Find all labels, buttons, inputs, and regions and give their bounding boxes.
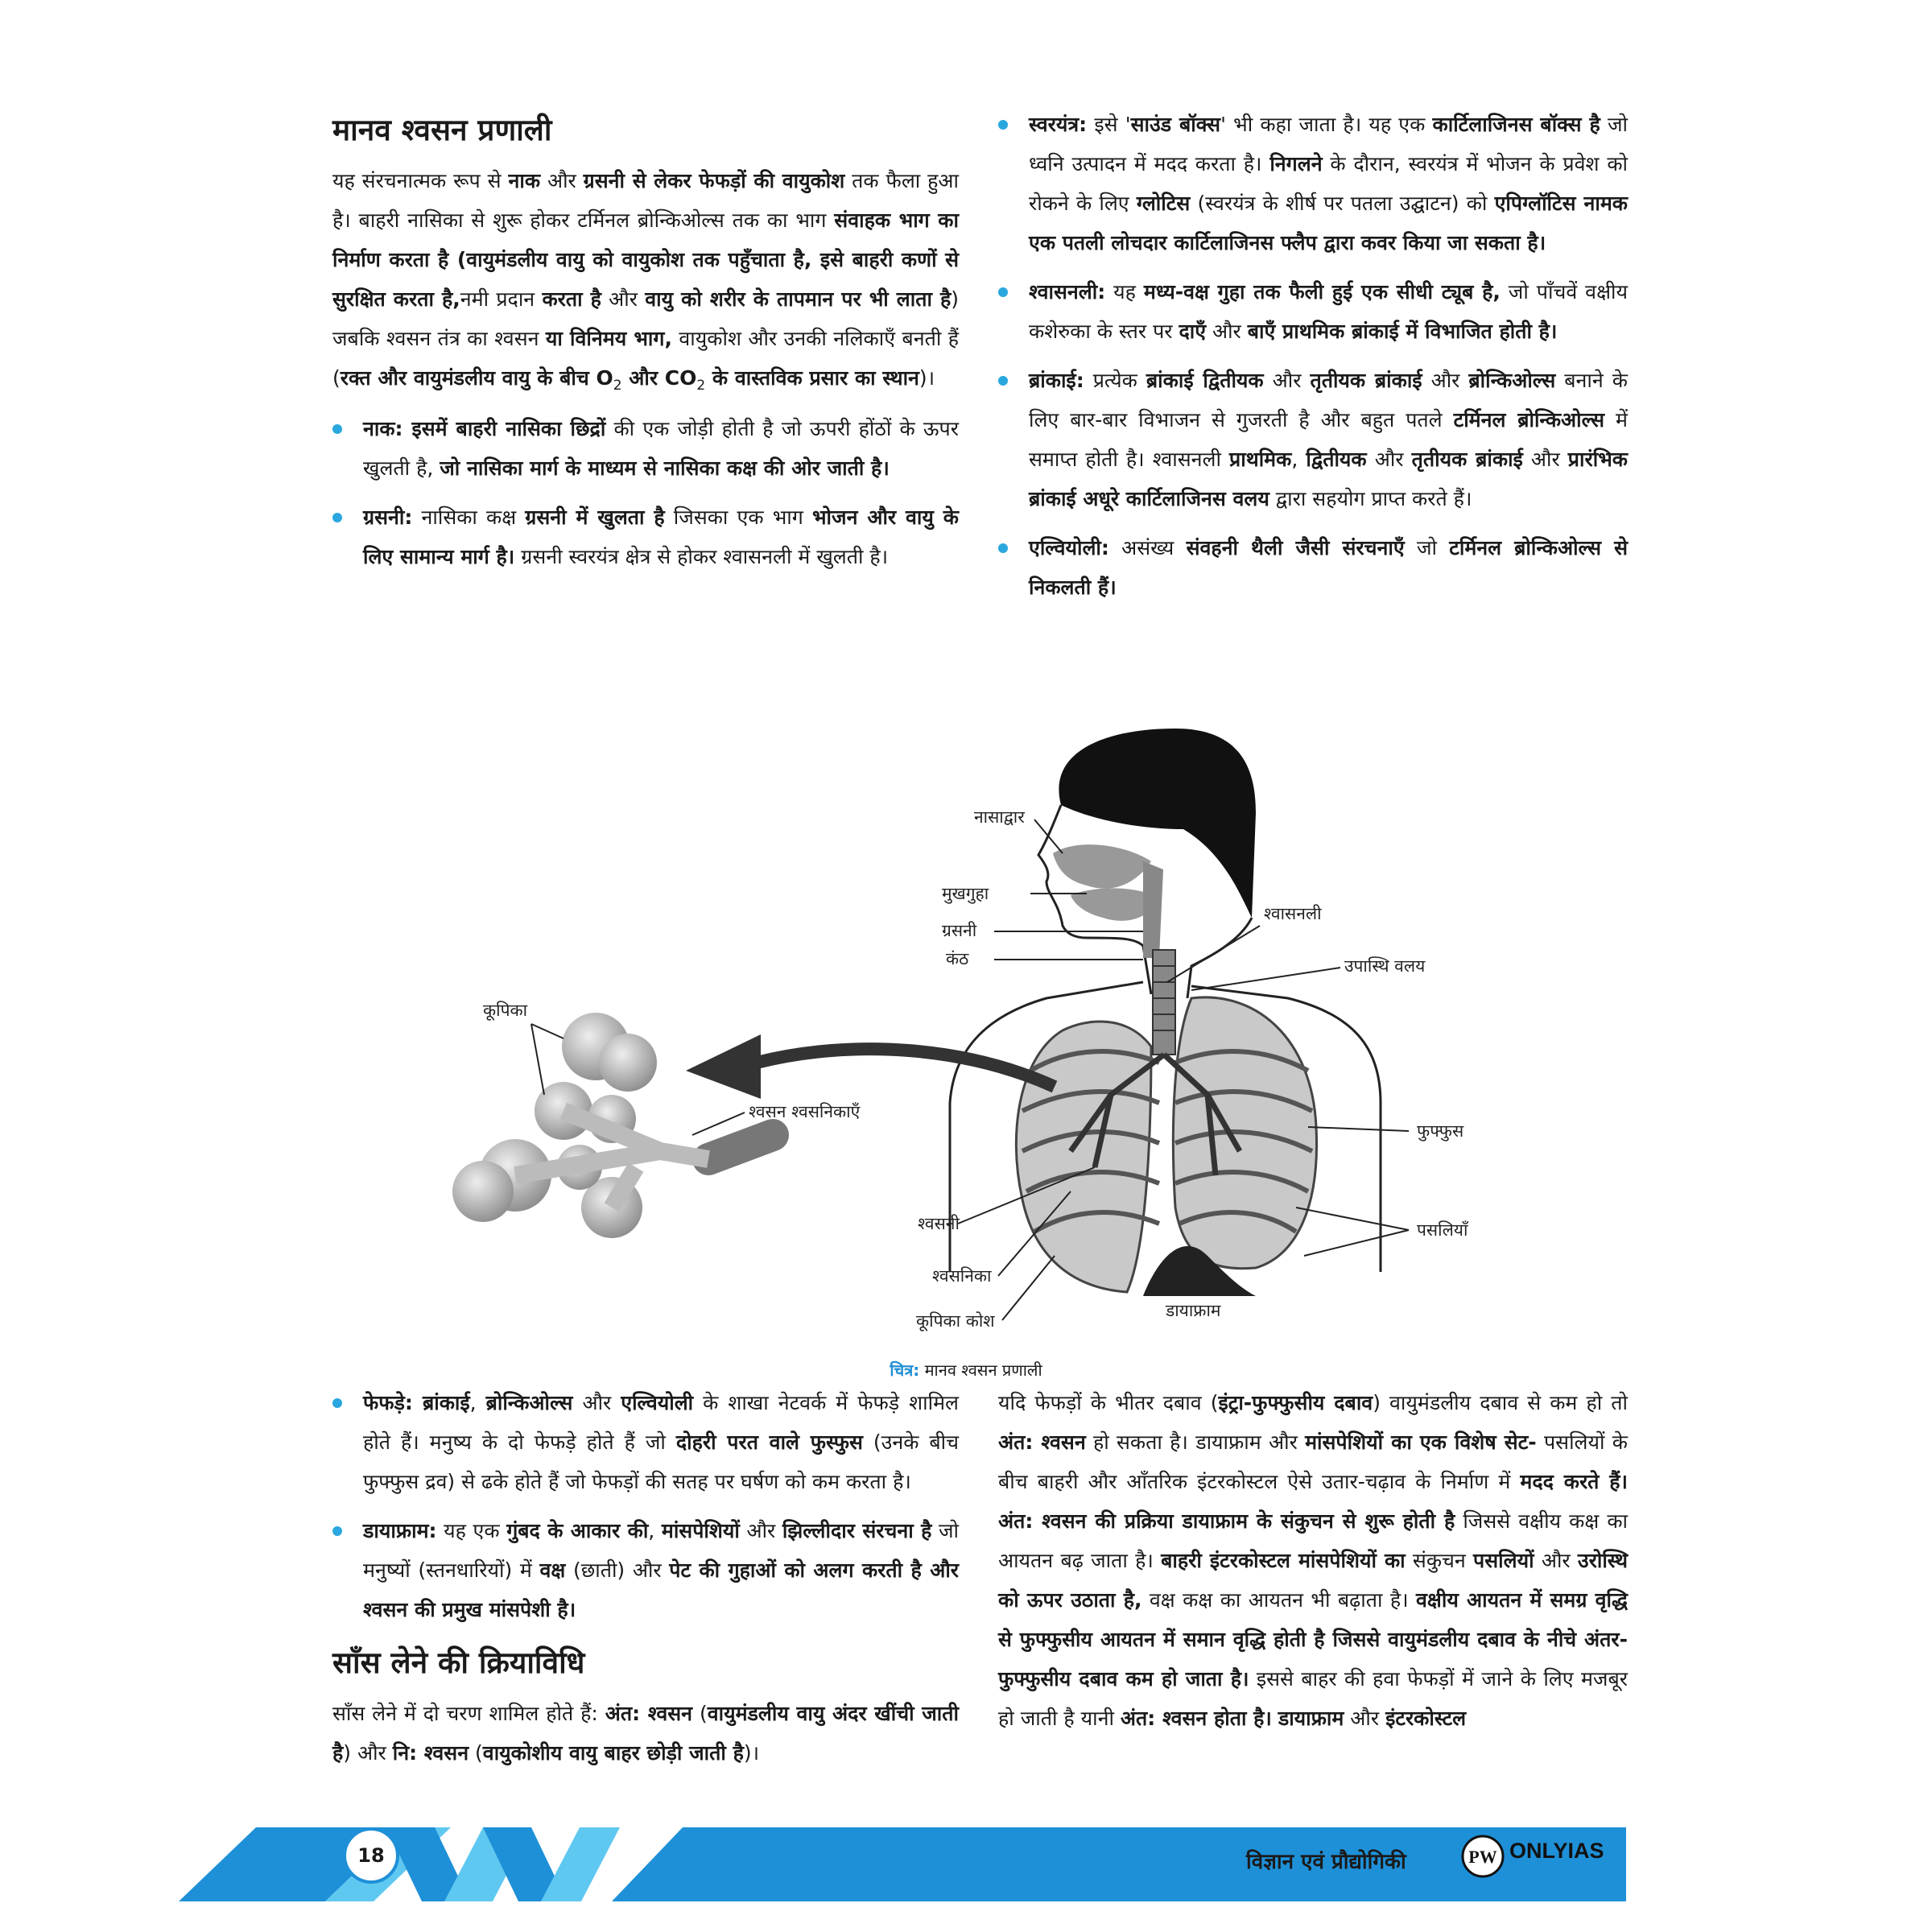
- bullet-trachea: [998, 272, 1628, 351]
- bullet-pharynx: [332, 497, 959, 576]
- label-trachea: श्वासनली: [1264, 904, 1322, 923]
- text-run: और: [1344, 1707, 1386, 1730]
- text-run: (छाती) और: [565, 1558, 670, 1582]
- brand-sub: BY PHYSICS WALLAH: [1509, 1866, 1595, 1875]
- text-run: )।: [919, 366, 935, 390]
- text-run: संवहनी थैली जैसी संरचनाएँ: [1186, 536, 1405, 559]
- text-run: ग्लोटिस: [1136, 192, 1191, 215]
- text-run: जो पाँचवें वक्षीय कशेरुका के स्तर पर: [1029, 280, 1628, 343]
- label-alveolar-sac: कूपिका कोश: [916, 1311, 995, 1331]
- text-run: द्वितीयक: [1306, 448, 1367, 471]
- text-run: साउंड बॉक्स: [1130, 113, 1221, 136]
- text-run: एल्वियोली: [621, 1391, 694, 1414]
- text-run: पसलियों: [1473, 1549, 1534, 1572]
- text-run: जो ध्वनि उत्पादन में मदद करता है।: [1029, 113, 1628, 175]
- text-run: [413, 1391, 423, 1414]
- text-run: (उनके बीच फुफ्फुस द्रव) से ढके होते हैं जो फेफड़ों की सतह पर घर्षण को कम करता है।: [363, 1430, 959, 1493]
- text-run: नमी प्रदान: [460, 287, 543, 311]
- text-run: इसे ': [1087, 113, 1131, 136]
- text-run: ब्रांकाई: [422, 1391, 470, 1414]
- text-run: प्रारंभिक ब्रांकाई अधूरे कार्टिलाजिनस वलय: [1029, 448, 1628, 510]
- text-run: अंत: श्वसन: [605, 1702, 693, 1725]
- caption-prefix: चित्र:: [890, 1360, 920, 1380]
- brand-name: ONLYIAS: [1509, 1839, 1604, 1863]
- text-run: बाएँ प्राथमिक ब्रांकाई में विभाजित होती है।: [1247, 320, 1558, 343]
- text-run: नाक: [508, 169, 541, 192]
- text-run: असंख्य: [1108, 536, 1187, 559]
- bottom-right-column: [998, 1383, 1628, 1738]
- page-number: 18: [343, 1827, 399, 1884]
- text-run: हो सकता है। डायाफ्राम और: [1085, 1430, 1306, 1454]
- text-run: यह: [1105, 280, 1144, 303]
- text-run: और: [601, 287, 646, 311]
- text-run: यदि फेफड़ों के भीतर दबाव (: [998, 1391, 1219, 1414]
- text-run: उरोस्थि को ऊपर उठाता है,: [998, 1549, 1628, 1612]
- label-alveoli: कूपिका: [483, 1001, 528, 1020]
- text-run: बनाने के लिए बार-बार विभाजन से गुजरती है और बहुत पतले: [1029, 369, 1628, 431]
- alveoli-cluster: [452, 1013, 773, 1238]
- bullet-lungs: [332, 1383, 959, 1501]
- left-lung: [1016, 1022, 1151, 1292]
- bullet-bronchi: [998, 361, 1628, 518]
- bullet-nose: [332, 409, 959, 488]
- label-pharynx: ग्रसनी: [942, 921, 977, 940]
- text-run: ) और: [343, 1741, 393, 1765]
- label-mouth: मुखगुहा: [942, 884, 989, 903]
- text-run: (: [692, 1702, 708, 1725]
- brand-logo: [1461, 1832, 1622, 1880]
- text-run: मांसपेशियों: [661, 1519, 740, 1542]
- label-diaphragm: डायाफ्राम: [1166, 1301, 1221, 1320]
- text-run: झिल्लीदार संरचना है: [782, 1519, 932, 1542]
- text-run: ब्रोन्किओल्स: [1468, 369, 1556, 392]
- text-run: यह एक: [436, 1519, 507, 1542]
- text-run: प्रत्येक: [1084, 369, 1146, 392]
- text-run: भोजन और वायु के लिए सामान्य मार्ग है।: [363, 506, 959, 568]
- intro-paragraph: [332, 161, 959, 406]
- text-run: 2: [613, 378, 622, 394]
- text-run: और: [739, 1519, 782, 1542]
- text-run: संकुचन: [1405, 1549, 1474, 1572]
- text-run: मांसपेशियों का एक विशेष सेट-: [1305, 1430, 1537, 1454]
- text-run: ग्रसनी में खुलता है: [525, 506, 665, 529]
- text-run: और: [1422, 369, 1469, 392]
- text-run: तक फैला हुआ है। बाहरी नासिका से शुरू होकर टर्मिनल ब्रोन्किओल्स तक का भाग: [332, 169, 959, 232]
- label-nostril: नासाद्वार: [974, 807, 1025, 827]
- bottom-left-column: [332, 1383, 959, 1773]
- text-run: (स्वरयंत्र के शीर्ष पर पतला उद्घाटन) को: [1190, 192, 1495, 215]
- text-run: ,: [648, 1519, 662, 1542]
- text-run: में समाप्त होती है। श्वासनली: [1029, 408, 1629, 471]
- label-larynx: कंठ: [946, 949, 969, 968]
- text-run: जिससे वक्षीय कक्ष का आयतन बढ़ जाता है।: [998, 1509, 1629, 1572]
- text-run: करता है: [542, 287, 601, 311]
- text-run: और: [572, 1391, 621, 1414]
- text-run: नि: श्वसन: [392, 1741, 469, 1765]
- text-run: और: [1263, 369, 1311, 392]
- text-run: ब्रांकाई:: [1029, 369, 1084, 392]
- respiratory-system-figure: [0, 708, 1932, 1352]
- text-run: की एक जोड़ी होती है जो ऊपरी होंठों के ऊपर खुलती है,: [363, 417, 959, 480]
- text-run: 2: [696, 378, 706, 394]
- text-run: वायुमंडलीय वायु अंदर खींची जाती है: [332, 1702, 959, 1765]
- text-run: कार्टिलाजिनस बॉक्स है: [1432, 113, 1600, 136]
- text-run: ) जबकि श्वसन तंत्र का श्वसन: [332, 287, 959, 350]
- text-run: और CO: [621, 366, 697, 390]
- text-run: और: [1366, 448, 1412, 471]
- text-run: )।: [743, 1741, 760, 1765]
- text-run: जो मनुष्यों (स्तनधारियों) में: [363, 1519, 959, 1582]
- text-run: या विनिमय भाग,: [545, 327, 672, 350]
- text-run: इंट्रा-फुफ्फुसीय दबाव: [1218, 1391, 1373, 1414]
- text-run: के वास्तविक प्रसार का स्थान: [705, 366, 919, 390]
- text-run: और: [540, 169, 584, 192]
- text-run: इंटरकोस्टल: [1385, 1707, 1467, 1730]
- text-run: श्वासनली:: [1029, 280, 1106, 303]
- text-run: वक्षीय आयतन में समग्र वृद्धि से फुफ्फुसीय आयतन में समान वृद्धि होती है जिससे वायुमंडलीय दबाव के नीचे अंतर-फुफ्फुसीय दबाव कम हो जाता है।: [998, 1588, 1628, 1690]
- text-run: फेफड़े:: [363, 1391, 413, 1414]
- label-resp-bronchioles: श्वसन श्वसनिकाएँ: [749, 1102, 861, 1121]
- label-ribs: पसलियाँ: [1417, 1220, 1468, 1240]
- text-run: पसलियों के बीच बाहरी और आँतरिक इंटरकोस्टल ऐसे उतार-चढ़ाव के निर्माण में: [998, 1430, 1628, 1493]
- text-run: ' भी कहा जाता है। यह एक: [1220, 113, 1433, 136]
- text-run: संवाहक भाग का निर्माण करता है (वायुमंडलीय वायु को वायुकोश तक पहुँचाता है, इसे बाहरी कणों से सुरक्षित करता है,: [332, 208, 959, 311]
- text-run: वायुकोश और उनकी नलिकाएँ बनती हैं (: [332, 327, 959, 390]
- text-run: वक्ष: [539, 1558, 566, 1582]
- text-run: और: [1534, 1549, 1578, 1572]
- text-run: ,: [1291, 448, 1307, 471]
- mechanism-heading: साँस लेने की क्रियाविधि: [332, 1645, 585, 1680]
- text-run: [1272, 1707, 1278, 1730]
- text-run: निगलने: [1269, 152, 1323, 175]
- bullet-larynx: [998, 105, 1628, 262]
- section-heading: मानव श्वसन प्रणाली: [332, 113, 552, 147]
- text-run: रक्त और वायुमंडलीय वायु के बीच O: [340, 366, 613, 390]
- text-run: अंत: श्वसन: [998, 1430, 1086, 1454]
- label-bronchus: श्वसनी: [918, 1214, 960, 1233]
- label-lung: फुफ्फुस: [1417, 1121, 1464, 1141]
- footer-stripe: [541, 1827, 620, 1901]
- label-bronchiole: श्वसनिका: [932, 1266, 992, 1286]
- caption-text: मानव श्वसन प्रणाली: [919, 1360, 1042, 1380]
- bullet-alveoli: [998, 528, 1628, 607]
- text-run: गुंबद के आकार की: [506, 1519, 649, 1542]
- text-run: तृतीयक ब्रांकाई: [1310, 369, 1422, 392]
- text-run: बाहरी इंटरकोस्टल मांसपेशियों का: [1161, 1549, 1406, 1572]
- text-run: वायु को शरीर के तापमान पर भी लाता है: [645, 287, 952, 311]
- text-run: डायाफ्राम: [1278, 1707, 1344, 1730]
- text-run: और: [1522, 448, 1568, 471]
- text-run: द्वारा सहयोग प्राप्त करते हैं।: [1269, 487, 1472, 510]
- left-column: [332, 106, 959, 586]
- mechanism-paragraph: [332, 1694, 959, 1773]
- text-run: इससे बाहर की हवा फेफड़ों में जाने के लिए मजबूर हो जाती है यानी: [998, 1667, 1628, 1730]
- text-run: यह संरचनात्मक रूप से: [332, 169, 509, 192]
- text-run: (: [469, 1741, 483, 1765]
- subject-title: विज्ञान एवं प्रौद्योगिकी: [1246, 1850, 1406, 1874]
- bullet-diaphragm: [332, 1511, 959, 1629]
- text-run: के दौरान, स्वरयंत्र में भोजन के प्रवेश को रोकने के लिए: [1029, 152, 1628, 215]
- text-run: दोहरी परत वाले फुस्फुस: [675, 1430, 863, 1454]
- pharynx-shape: [1143, 861, 1163, 958]
- text-run: प्राथमिक: [1229, 448, 1292, 471]
- text-run: वायुकोशीय वायु बाहर छोड़ी जाती है: [482, 1741, 744, 1765]
- label-cartilage-ring: उपास्थि वलय: [1344, 956, 1426, 976]
- text-run: ब्रांकाई द्वितीयक: [1146, 369, 1264, 392]
- text-run: साँस लेने में दो चरण शामिल होते हैं:: [332, 1702, 605, 1725]
- text-run: ब्रोन्किओल्स: [485, 1391, 573, 1414]
- text-run: ,: [469, 1391, 486, 1414]
- text-run: के शाखा नेटवर्क में फेफड़े शामिल होते हैं। मनुष्य के दो फेफड़े होते हैं जो: [363, 1391, 959, 1454]
- text-run: जिसका एक भाग: [664, 506, 812, 529]
- text-run: जो नासिका मार्ग के माध्यम से नासिका कक्ष की ओर जाती है।: [440, 456, 890, 480]
- text-run: दाएँ: [1179, 320, 1207, 343]
- text-run: स्वरयंत्र:: [1029, 113, 1088, 136]
- nasal-cavity: [1053, 844, 1151, 889]
- text-run: वक्ष कक्ष का आयतन भी बढ़ाता है।: [1141, 1588, 1417, 1612]
- text-run: ग्रसनी से लेकर फेफड़ों की वायुकोश: [583, 169, 845, 192]
- text-run: टर्मिनल ब्रोन्किओल्स: [1453, 408, 1605, 431]
- text-run: ) वायुमंडलीय दबाव से कम हो तो: [1373, 1391, 1629, 1414]
- inspiration-paragraph: [998, 1383, 1628, 1738]
- text-run: डायाफ्राम:: [363, 1519, 437, 1542]
- text-run: मध्य-वक्ष गुहा तक फैली हुई एक सीधी ट्यूब है,: [1143, 280, 1501, 303]
- text-run: अंत: श्वसन की प्रक्रिया डायाफ्राम के संकुचन से शुरू होती है: [998, 1509, 1455, 1533]
- text-run: और: [1206, 320, 1248, 343]
- right-column: [998, 105, 1628, 617]
- pw-icon: PW: [1468, 1847, 1497, 1867]
- text-run: एल्वियोली:: [1029, 536, 1109, 559]
- text-run: जो: [1404, 536, 1450, 559]
- text-run: ग्रसनी स्वरयंत्र क्षेत्र से होकर श्वासनली में खुलती है।: [514, 545, 889, 568]
- text-run: मदद करते हैं।: [1520, 1470, 1628, 1493]
- text-run: नाक: इसमें बाहरी नासिका छिद्रों: [363, 417, 606, 440]
- text-run: तृतीयक ब्रांकाई: [1411, 448, 1523, 471]
- text-run: पेट की गुहाओं को अलग करती है और श्वसन की प्रमुख मांसपेशी है।: [363, 1558, 959, 1621]
- text-run: टर्मिनल ब्रोन्किओल्स से निकलती हैं।: [1029, 536, 1628, 599]
- footer-band: [0, 1821, 1932, 1908]
- text-run: एपिग्लॉटिस नामक एक पतली लोचदार कार्टिलाजिनस फ्लैप द्वारा कवर किया जा सकता है।: [1029, 192, 1628, 254]
- text-run: अंत: श्वसन होता है।: [1120, 1707, 1272, 1730]
- arrow: [757, 1049, 1055, 1087]
- text-run: ग्रसनी:: [363, 506, 413, 529]
- text-run: नासिका कक्ष: [412, 506, 526, 529]
- figure-caption: [0, 1359, 1932, 1381]
